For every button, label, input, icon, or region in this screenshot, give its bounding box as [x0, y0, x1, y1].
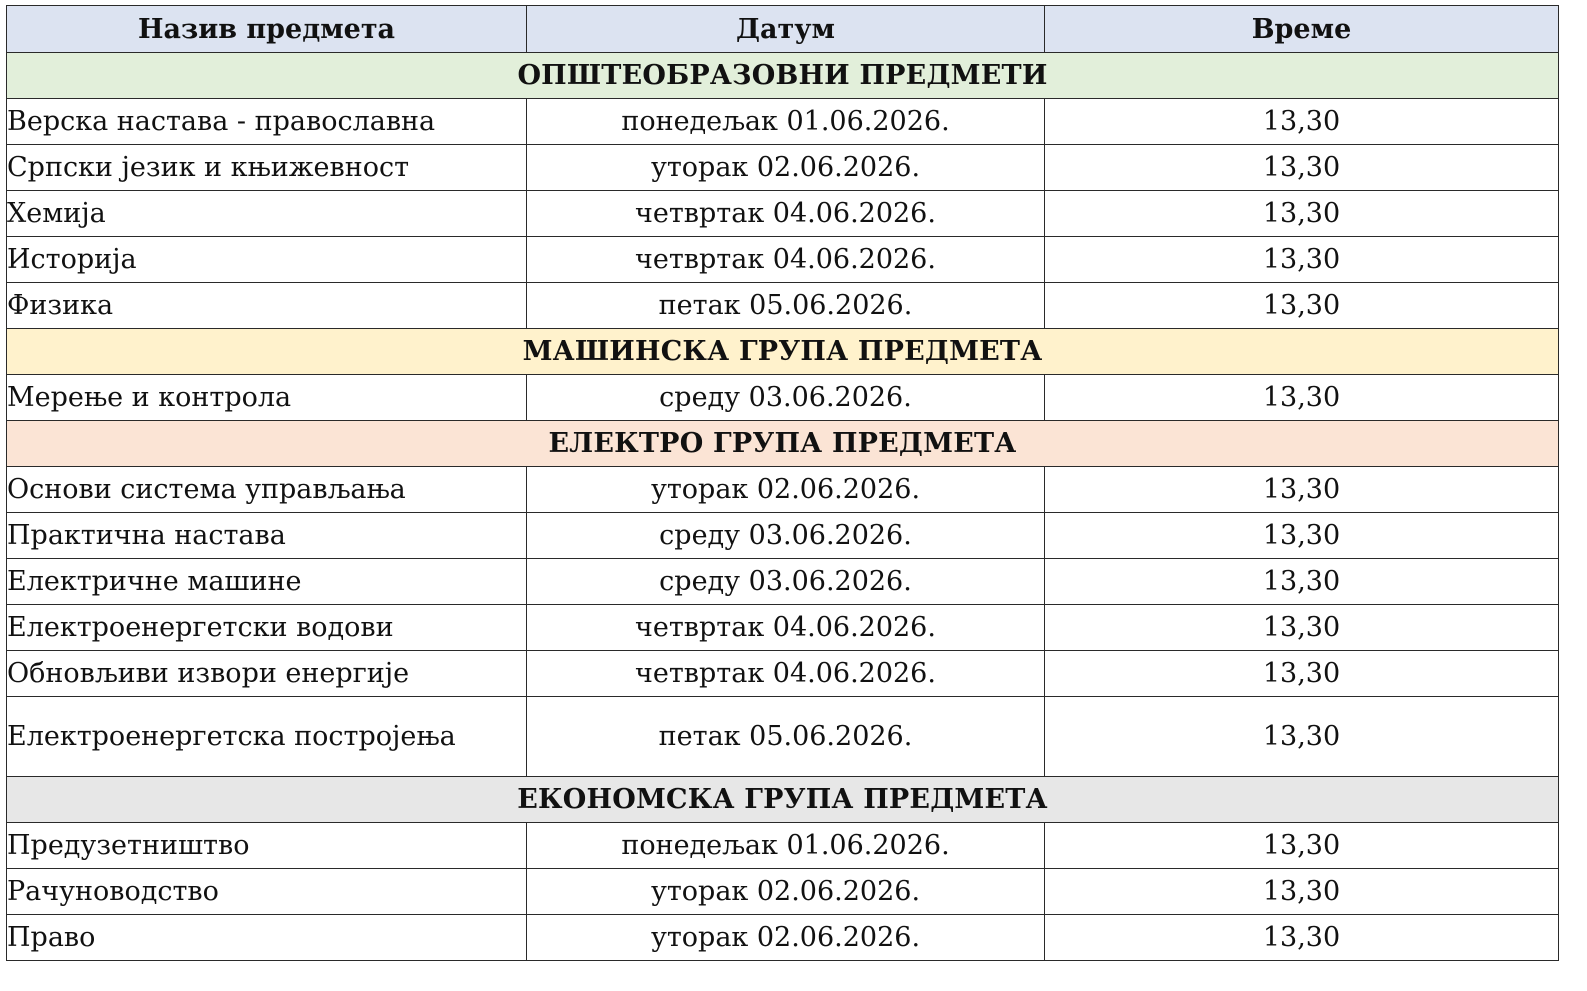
- table-row: [7, 145, 1559, 191]
- subject-name-cell: Обновљиви извори енергије: [7, 651, 527, 697]
- table-row: [7, 559, 1559, 605]
- subject-name-cell: Електричне машине: [7, 559, 527, 605]
- table-row: [7, 651, 1559, 697]
- table-row: [7, 697, 1559, 777]
- date-cell: уторак 02.06.2026.: [527, 915, 1045, 961]
- subject-name-cell: Предузетништво: [7, 823, 527, 869]
- table-row: [7, 513, 1559, 559]
- time-cell: 13,30: [1045, 375, 1559, 421]
- group-row-ekonomska: [7, 777, 1559, 823]
- group-title: ОПШТЕОБРАЗОВНИ ПРЕДМЕТИ: [7, 53, 1559, 99]
- subject-name-cell: Верска настава - православна: [7, 99, 527, 145]
- header-time: Време: [1045, 6, 1559, 53]
- subject-name-cell: Електроенергетска постројења: [7, 697, 527, 777]
- table-row: [7, 467, 1559, 513]
- subject-name-cell: Рачуноводство: [7, 869, 527, 915]
- subject-name-cell: Хемија: [7, 191, 527, 237]
- subject-name-cell: Мерење и контрола: [7, 375, 527, 421]
- subject-name-cell: Српски језик и књижевност: [7, 145, 527, 191]
- date-cell: четвртак 04.06.2026.: [527, 651, 1045, 697]
- table-row: [7, 823, 1559, 869]
- table-row: [7, 99, 1559, 145]
- date-cell: петак 05.06.2026.: [527, 697, 1045, 777]
- date-cell: уторак 02.06.2026.: [527, 869, 1045, 915]
- time-cell: 13,30: [1045, 651, 1559, 697]
- table-row: [7, 283, 1559, 329]
- date-cell: четвртак 04.06.2026.: [527, 191, 1045, 237]
- time-cell: 13,30: [1045, 697, 1559, 777]
- subject-name-cell: Електроенергетски водови: [7, 605, 527, 651]
- time-cell: 13,30: [1045, 605, 1559, 651]
- subject-name-cell: Практична настава: [7, 513, 527, 559]
- group-row-opsteobrazovni: [7, 53, 1559, 99]
- time-cell: 13,30: [1045, 191, 1559, 237]
- date-cell: понедељак 01.06.2026.: [527, 99, 1045, 145]
- header-row: [7, 6, 1559, 53]
- time-cell: 13,30: [1045, 99, 1559, 145]
- header-date: Датум: [527, 6, 1045, 53]
- subject-name-cell: Право: [7, 915, 527, 961]
- date-cell: петак 05.06.2026.: [527, 283, 1045, 329]
- date-cell: среду 03.06.2026.: [527, 513, 1045, 559]
- subject-name-cell: Историја: [7, 237, 527, 283]
- time-cell: 13,30: [1045, 467, 1559, 513]
- table-row: [7, 375, 1559, 421]
- time-cell: 13,30: [1045, 823, 1559, 869]
- group-row-masinska: [7, 329, 1559, 375]
- table-row: [7, 605, 1559, 651]
- table-row: [7, 915, 1559, 961]
- date-cell: четвртак 04.06.2026.: [527, 605, 1045, 651]
- time-cell: 13,30: [1045, 915, 1559, 961]
- table-row: [7, 869, 1559, 915]
- date-cell: среду 03.06.2026.: [527, 559, 1045, 605]
- date-cell: уторак 02.06.2026.: [527, 145, 1045, 191]
- time-cell: 13,30: [1045, 145, 1559, 191]
- time-cell: 13,30: [1045, 283, 1559, 329]
- time-cell: 13,30: [1045, 237, 1559, 283]
- group-title: ЕКОНОМСКА ГРУПА ПРЕДМЕТА: [7, 777, 1559, 823]
- subject-name-cell: Физика: [7, 283, 527, 329]
- time-cell: 13,30: [1045, 513, 1559, 559]
- subject-name-cell: Основи система управљања: [7, 467, 527, 513]
- header-subject-name: Назив предмета: [7, 6, 527, 53]
- group-row-elektro: [7, 421, 1559, 467]
- table-row: [7, 191, 1559, 237]
- date-cell: среду 03.06.2026.: [527, 375, 1045, 421]
- time-cell: 13,30: [1045, 559, 1559, 605]
- date-cell: четвртак 04.06.2026.: [527, 237, 1045, 283]
- group-title: МАШИНСКА ГРУПА ПРЕДМЕТА: [7, 329, 1559, 375]
- date-cell: уторак 02.06.2026.: [527, 467, 1045, 513]
- date-cell: понедељак 01.06.2026.: [527, 823, 1045, 869]
- time-cell: 13,30: [1045, 869, 1559, 915]
- group-title: ЕЛЕКТРО ГРУПА ПРЕДМЕТА: [7, 421, 1559, 467]
- exam-schedule-table: [6, 5, 1559, 961]
- table-row: [7, 237, 1559, 283]
